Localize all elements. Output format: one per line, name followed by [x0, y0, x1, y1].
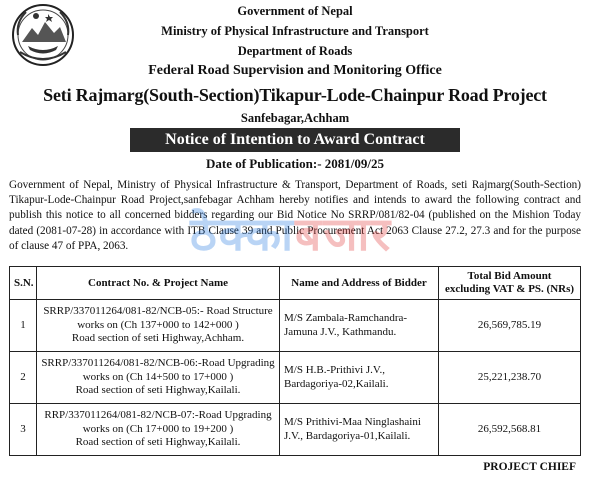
- contract-line: works on (Ch 14+500 to 17+000 ): [82, 370, 234, 383]
- bidder-line: M/S H.B.-Prithivi J.V.,: [284, 364, 385, 376]
- row-contract: [37, 300, 280, 352]
- header-amount: [439, 267, 581, 300]
- row-sn: 2: [10, 352, 37, 404]
- row-bidder: [280, 352, 439, 404]
- notice-title-banner: Notice of Intention to Award Contract: [130, 128, 460, 152]
- bidder-line: M/S Zambala-Ramchandra-: [284, 312, 408, 324]
- ministry-name: Ministry of Physical Infrastructure and Transport: [161, 24, 429, 38]
- bidder-line: Jamuna J.V., Kathmandu.: [284, 325, 397, 338]
- row-bidder: [280, 300, 439, 352]
- contract-line: Road section of seti Highway,Kailali.: [75, 436, 241, 449]
- row-contract: [37, 404, 280, 456]
- bidder-line: J.V., Bardagoriya-01,Kailali.: [284, 429, 411, 442]
- header-amount-line2: excluding VAT & PS. (NRs): [444, 283, 575, 295]
- contract-line: RRP/337011264/081-82/NCB-07:-Road Upgrading: [44, 409, 272, 422]
- table-row: [10, 404, 581, 456]
- project-location: Sanfebagar,Achham: [240, 111, 350, 125]
- award-table: [9, 266, 581, 456]
- row-contract: [37, 352, 280, 404]
- row-sn: 1: [10, 300, 37, 352]
- watermark-part-1: ठेक्का: [190, 207, 296, 261]
- table-row: [10, 352, 581, 404]
- publication-date: Date of Publication:- 2081/09/25: [205, 156, 384, 171]
- header-sn: S.N.: [10, 267, 37, 300]
- contract-line: works on (Ch 17+000 to 19+200 ): [82, 422, 234, 435]
- header-amount-line1: Total Bid Amount: [467, 270, 552, 282]
- contract-line: SRRP/337011264/081-82/NCB-06:-Road Upgrading: [41, 357, 275, 370]
- table-row: [10, 300, 581, 352]
- contract-line: SRRP/337011264/081-82/NCB-05:- Road Structure: [43, 305, 273, 318]
- contract-line: works on (Ch 137+000 to 142+000 ): [77, 318, 239, 331]
- project-name: Seti Rajmarg(South-Section)Tikapur-Lode-Chainpur Road Project: [43, 85, 547, 105]
- header-bidder: Name and Address of Bidder: [280, 267, 439, 300]
- row-bidder: [280, 404, 439, 456]
- row-amount: 25,221,238.70: [439, 352, 581, 404]
- signature-title: PROJECT CHIEF: [483, 461, 576, 473]
- government-name: Government of Nepal: [237, 4, 353, 18]
- header-contract: Contract No. & Project Name: [37, 267, 280, 300]
- table-header-row: [10, 267, 581, 300]
- contract-line: Road section of seti Highway,Kailali.: [75, 384, 241, 397]
- notice-body-paragraph: Government of Nepal, Ministry of Physical Infrastructure & Transport, Department of Roads, seti Rajmarg(South-Section) Tikapur-Lode-Chainpur Road Project,sanfebagar Achham hereby notifies and intends to award the following contract and publish this notice to all concerned bidders regarding our Bid Notice No SRRP/081/82-04 (published on the Mishion Today dated (2081-07-28) in accordance with ITB Clause 39 and Public Procurement Act 2063 Clause 27.2, 27.3 and for the purpose of clause 47 of PPA, 2063.: [9, 179, 581, 252]
- bidder-line: Bardagoriya-02,Kailali.: [284, 377, 389, 390]
- bidder-line: M/S Prithivi-Maa Ninglashaini: [284, 416, 421, 428]
- row-amount: 26,592,568.81: [439, 404, 581, 456]
- row-amount: 26,569,785.19: [439, 300, 581, 352]
- contract-line: Road section of seti Highway,Achham.: [71, 332, 245, 345]
- department-name: Department of Roads: [237, 44, 353, 58]
- office-name: Federal Road Supervision and Monitoring Office: [148, 63, 442, 78]
- row-sn: 3: [10, 404, 37, 456]
- watermark-part-2: बजार: [295, 207, 393, 261]
